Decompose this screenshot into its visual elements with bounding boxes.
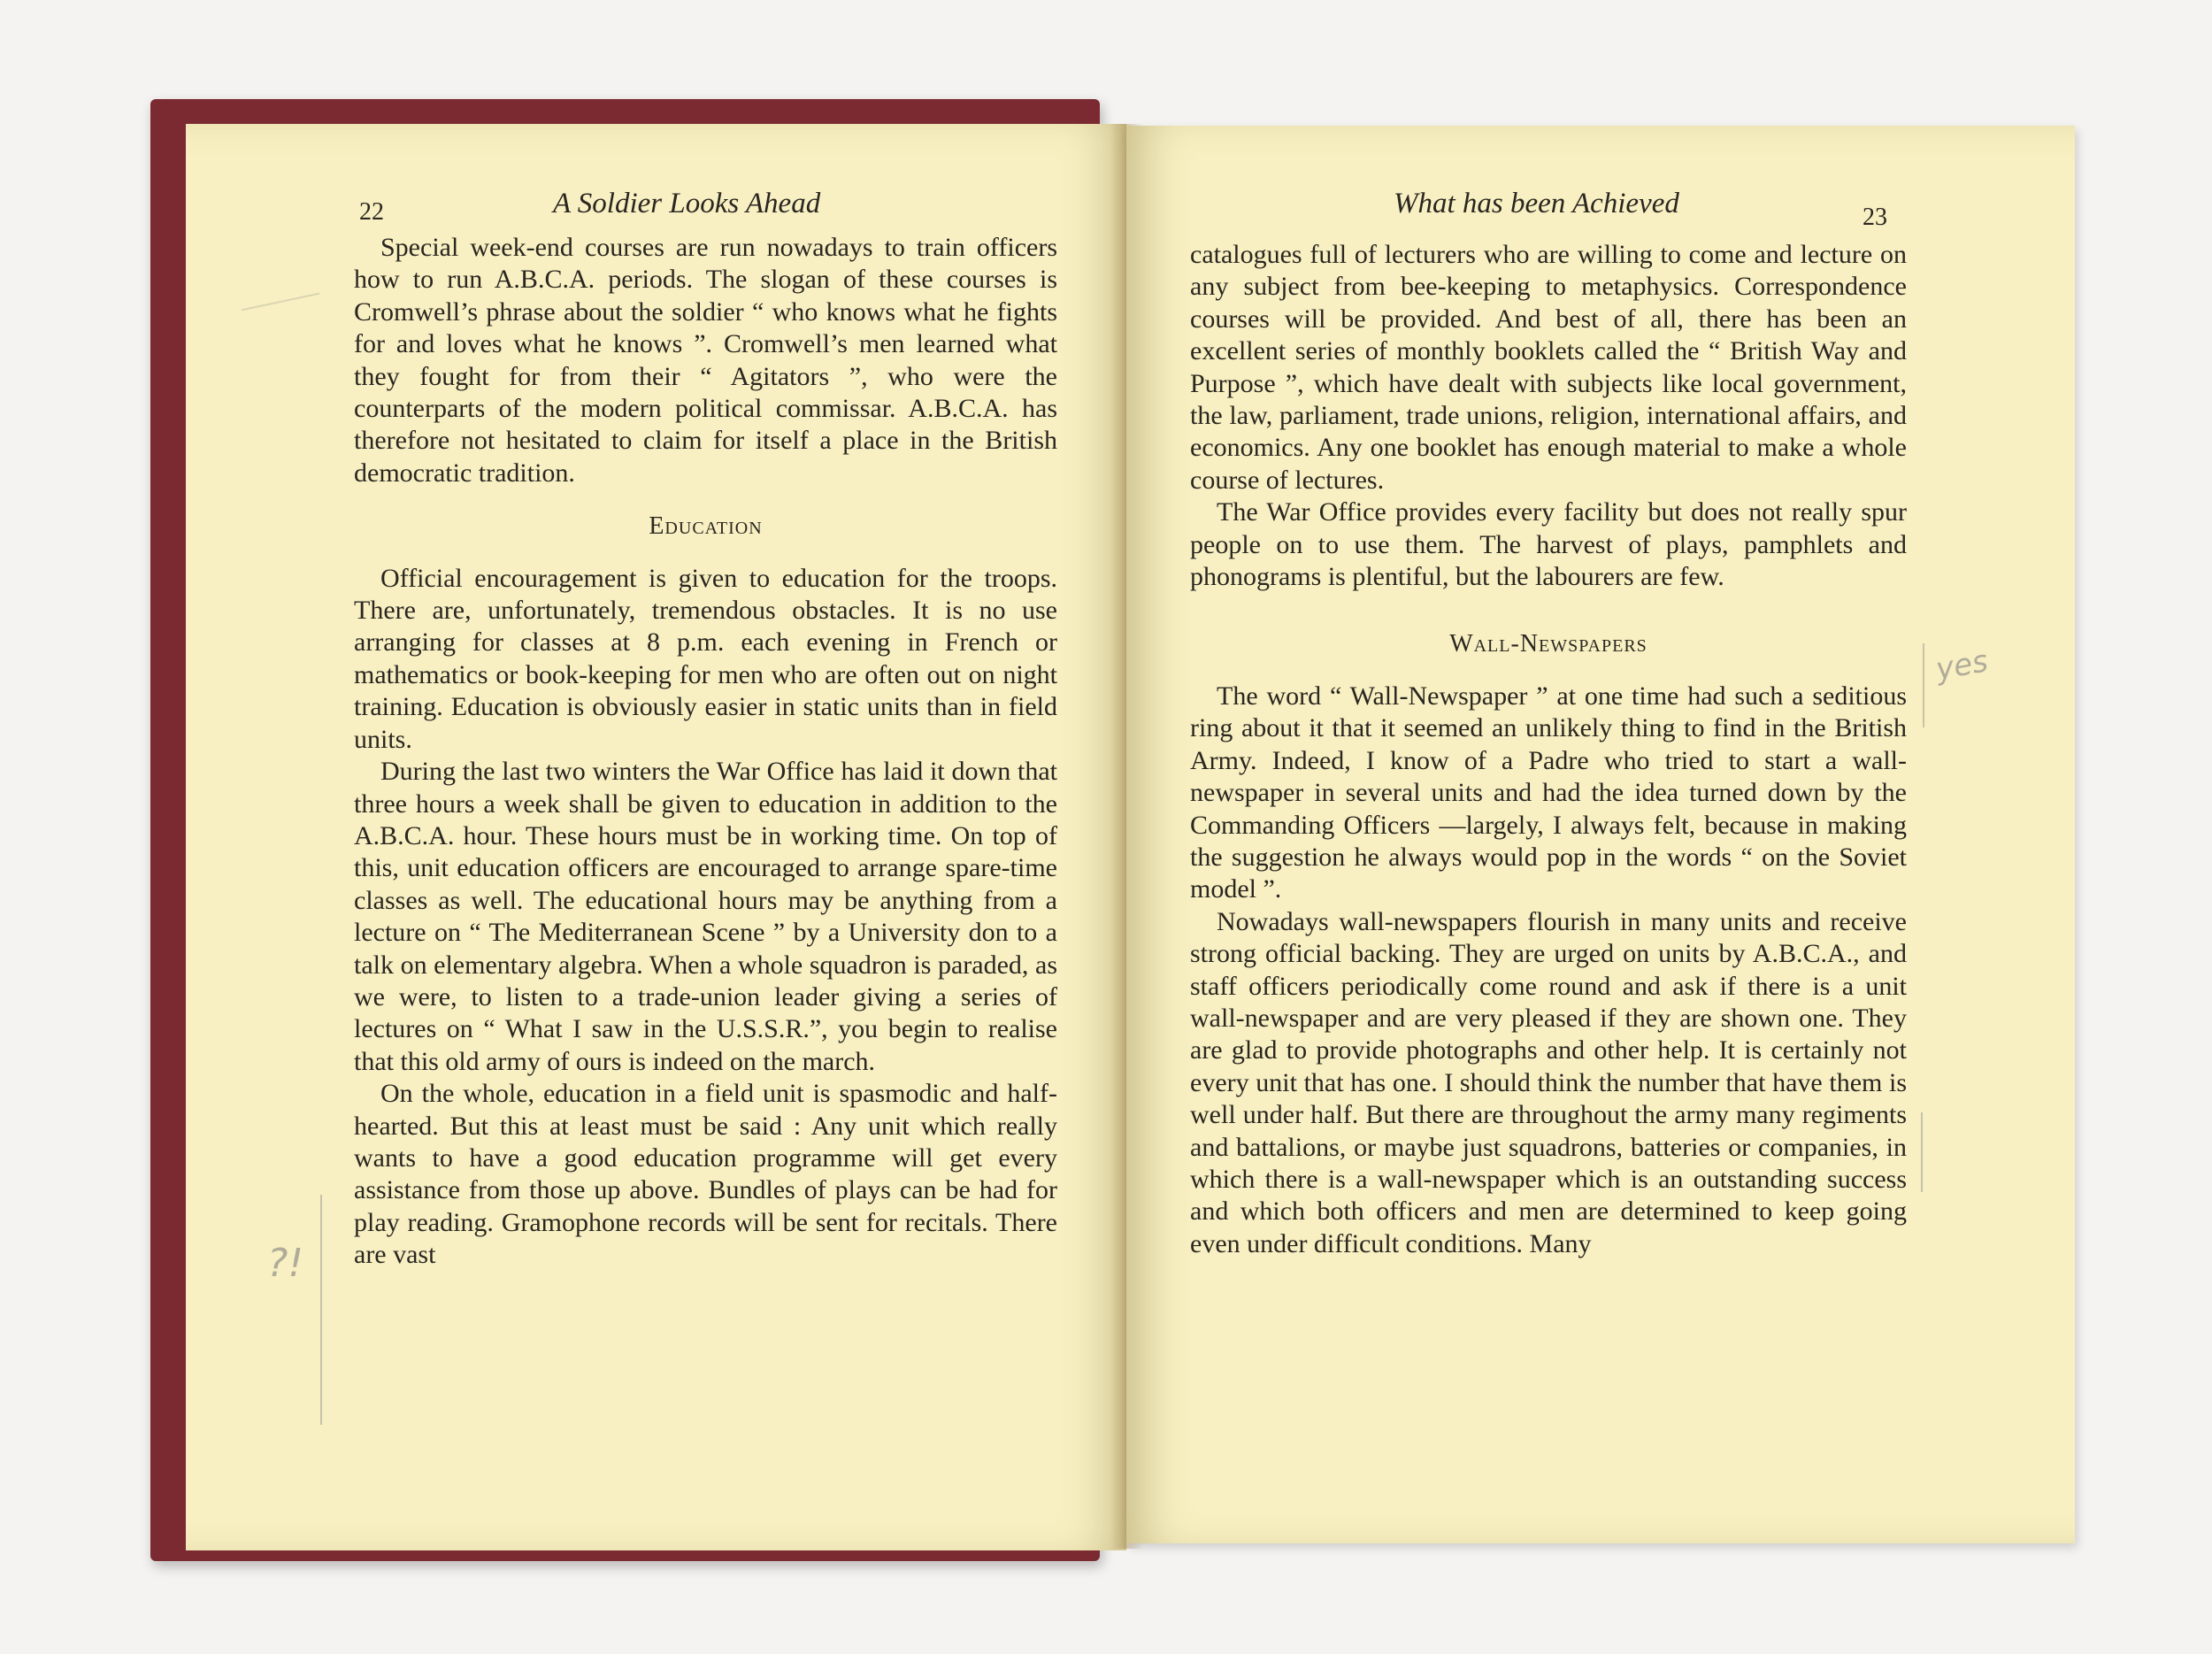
pencil-bracket bbox=[1923, 643, 1924, 727]
right-page-body bbox=[1190, 239, 1907, 1260]
pencil-margin-line bbox=[1921, 1112, 1923, 1192]
pencil-margin-line bbox=[320, 1195, 322, 1425]
paragraph: Special week-end courses are run nowadays to train officers how to run A.B.C.A. periods. The slogan of these courses is Cromwell’s phrase about the soldier “ who knows what he fights for and loves what he knows ”. Cromwell’s men learned what they fought for from their “ Agitators ”, who were the counterparts of the modern political commissar. A.B.C.A. has therefore not hesitated to claim for itself a place in the British democratic tradition. bbox=[354, 233, 1057, 488]
right-page bbox=[1126, 126, 2075, 1543]
page-number: 22 bbox=[359, 198, 384, 226]
paragraph: The word “ Wall-Newspaper ” at one time had such a seditious ring about it that it seemed an unlikely thing to find in the British Army. Indeed, I know of a Padre who tried to start a wall-newspaper in several units and had the idea turned down by the Commanding Officers —largely, I always felt, because in making the suggestion he always would pop in the words “ on the Soviet model ”. bbox=[1190, 681, 1907, 904]
running-head: A Soldier Looks Ahead bbox=[553, 188, 821, 219]
paragraph: Nowadays wall-newspapers flourish in many units and receive strong official backing. They are urged on units by A.B.C.A., and staff officers periodically come round and ask if there is a unit wall-newspaper and are very pleased if they are shown one. They are glad to provide photographs and other help. It is certainly not every unit that has one. I should think the number that have them is well under half. But there are throughout the army many regiments and battalions, or maybe just squadrons, batteries or companies, in which there is a wall-newspaper which is an outstanding success and which both officers and men are determined to keep going even under difficult conditions. Many bbox=[1190, 906, 1907, 1258]
margin-note: ?! bbox=[267, 1241, 303, 1286]
running-head: What has been Achieved bbox=[1394, 188, 1679, 219]
paragraph: The War Office provides every facility but does not really spur people on to use them. The harvest of plays, pamphlets and phonograms is plentiful, but the labourers are few. bbox=[1190, 497, 1907, 592]
left-page-body bbox=[354, 232, 1057, 1272]
page-number: 23 bbox=[1863, 204, 1887, 231]
paragraph: During the last two winters the War Office has laid it down that three hours a week shall be given to education in addition to the A.B.C.A. hour. These hours must be in working time. On top of this, unit education officers are encouraged to arrange spare-time classes as well. The educational hours may be anything from a lecture on “ The Mediterranean Scene ” by a University don to a talk on elementary algebra. When a whole squadron is paraded, as we were, to listen to a trade-union leader giving a series of lectures on “ What I saw in the U.S.S.R.”, you begin to realise that this old army of ours is indeed on the march. bbox=[354, 757, 1057, 1076]
paragraph: catalogues full of lecturers who are willing to come and lecture on any subject from bee-keeping to metaphysics. Correspondence courses will be provided. And best of all, there has been an excellent series of monthly booklets called the “ British Way and Purpose ”, which have dealt with subjects like local government, the law, parliament, trade unions, religion, international affairs, and economics. Any one booklet has enough material to make a whole course of lectures. bbox=[1190, 240, 1907, 495]
paragraph: Official encouragement is given to education for the troops. There are, unfortunately, tremendous obstacles. It is no use arranging for classes at 8 p.m. each evening in French or mathematics or book-keeping for men who are often out on night training. Education is obviously easier in static units than in field units. bbox=[354, 563, 1057, 754]
margin-note: yes bbox=[1932, 643, 1991, 688]
paragraph: On the whole, education in a field unit is spasmodic and half-hearted. But this at least must be said : Any unit which really wants to have a good education programme will get every assistance from those up above. Bundles of plays can be had for play reading. Gramophone records will be sent for recitals. There are vast bbox=[354, 1079, 1057, 1270]
section-heading: Wall-Newspapers bbox=[1449, 630, 1647, 658]
left-page bbox=[186, 124, 1126, 1550]
pencil-scribble bbox=[242, 293, 319, 312]
section-heading: Education bbox=[649, 512, 763, 541]
